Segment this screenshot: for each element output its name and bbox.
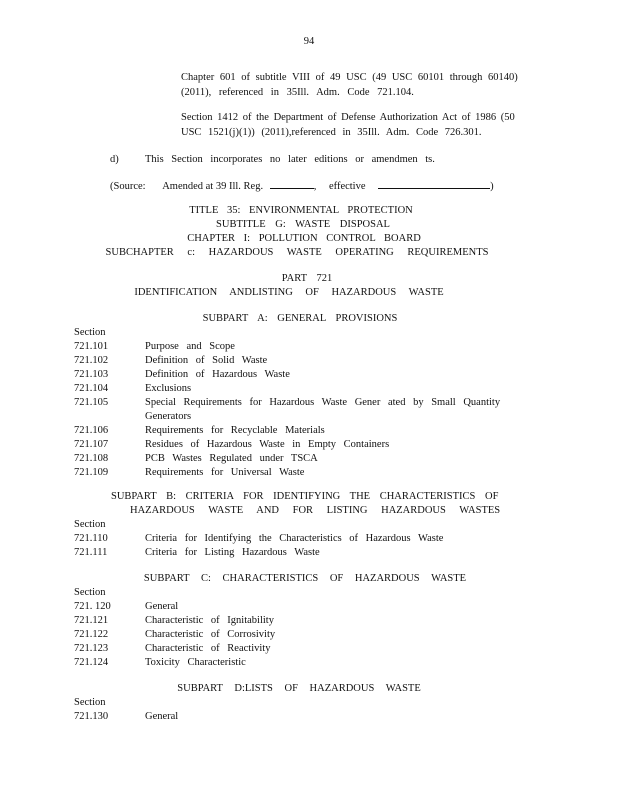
section-number: 721.130 [74,711,109,722]
part-heading: PART 721 [281,273,333,284]
source-amended: Amended at 39 Ill. Reg. [162,181,264,192]
section-label: Section [74,519,106,530]
section-title: Definition of Solid Waste [145,355,268,366]
section-title: General [145,711,179,722]
part-title-heading: IDENTIFICATION ANDLISTING OF HAZARDOUS WASTE [134,287,444,298]
reference-paragraph-2-line-2: USC 1521(j)(1)) (2011),referenced in 35Ill. Adm. Code 726.301. [181,127,482,138]
section-title: Exclusions [145,383,192,394]
section-number: 721.103 [74,369,109,380]
section-title: Criteria for Listing Hazardous Waste [145,547,320,558]
section-title: Characteristic of Ignitability [145,615,274,626]
section-label: Section [74,587,106,598]
reference-paragraph-1-line-1: Chapter 601 of subtitle VIII of 49 USC (49 USC 60101 through 60140) [181,72,518,83]
section-title: General [145,601,179,612]
section-title: Toxicity Characteristic [145,657,246,668]
section-number: 721.107 [74,439,109,450]
section-title: Characteristic of Corrosivity [145,629,276,640]
section-title: Requirements for Universal Waste [145,467,305,478]
section-number: 721.106 [74,425,109,436]
chapter-heading: CHAPTER I: POLLUTION CONTROL BOARD [187,233,421,244]
section-number: 721.108 [74,453,109,464]
section-number: 721. 120 [74,601,111,612]
source-open: (Source: [110,181,146,192]
page-number: 94 [303,36,315,47]
section-number: 721.102 [74,355,109,366]
subchapter-heading: SUBCHAPTER c: HAZARDOUS WASTE OPERATING REQUIREMENTS [105,247,489,258]
section-title: Criteria for Identifying the Characteristics of Hazardous Waste [145,533,444,544]
source-effective: effective [328,181,366,192]
subpart-a-title: SUBPART A: GENERAL PROVISIONS [202,313,398,324]
section-label: Section [74,327,106,338]
section-title: Characteristic of Reactivity [145,643,271,654]
source-note: (Source: Amended at 39 Ill. Reg. , effective ) [110,181,494,192]
section-title: Special Requirements for Hazardous Waste Gener ated by Small Quantity [145,397,501,408]
section-number: 721.110 [74,533,108,544]
subpart-c-title: SUBPART C: CHARACTERISTICS OF HAZARDOUS WASTE [143,573,467,584]
section-number: 721.101 [74,341,109,352]
section-number: 721.123 [74,643,109,654]
subtitle-heading: SUBTITLE G: WASTE DISPOSAL [216,219,390,230]
source-reg-blank [270,180,314,189]
subpart-b-title-line-2: HAZARDOUS WASTE AND FOR LISTING HAZARDOUS WASTES [130,505,501,516]
section-number: 721.104 [74,383,109,394]
section-number: 721.109 [74,467,109,478]
section-title: Definition of Hazardous Waste [145,369,290,380]
source-close: ) [490,181,494,192]
subpart-d-title: SUBPART D:LISTS OF HAZARDOUS WASTE [177,683,421,694]
section-title: PCB Wastes Regulated under TSCA [145,453,318,464]
item-d-label: d) [110,154,119,165]
section-title-continued: Generators [145,411,192,422]
section-title: Residues of Hazardous Waste in Empty Containers [145,439,390,450]
section-title: Purpose and Scope [145,341,235,352]
section-title: Requirements for Recyclable Materials [145,425,325,436]
title-heading: TITLE 35: ENVIRONMENTAL PROTECTION [189,205,413,216]
section-number: 721.124 [74,657,109,668]
source-effective-blank [378,180,490,189]
reference-paragraph-1-line-2: (2011), referenced in 35Ill. Adm. Code 721.104. [181,87,414,98]
section-number: 721.111 [74,547,108,558]
section-number: 721.105 [74,397,109,408]
section-number: 721.121 [74,615,109,626]
reference-paragraph-2-line-1: Section 1412 of the Department of Defense Authorization Act of 1986 (50 [181,112,515,123]
subpart-b-title-line-1: SUBPART B: CRITERIA FOR IDENTIFYING THE CHARACTERISTICS OF [111,491,499,502]
item-d-text: This Section incorporates no later editions or amendmen ts. [145,154,435,165]
section-label: Section [74,697,106,708]
section-number: 721.122 [74,629,109,640]
